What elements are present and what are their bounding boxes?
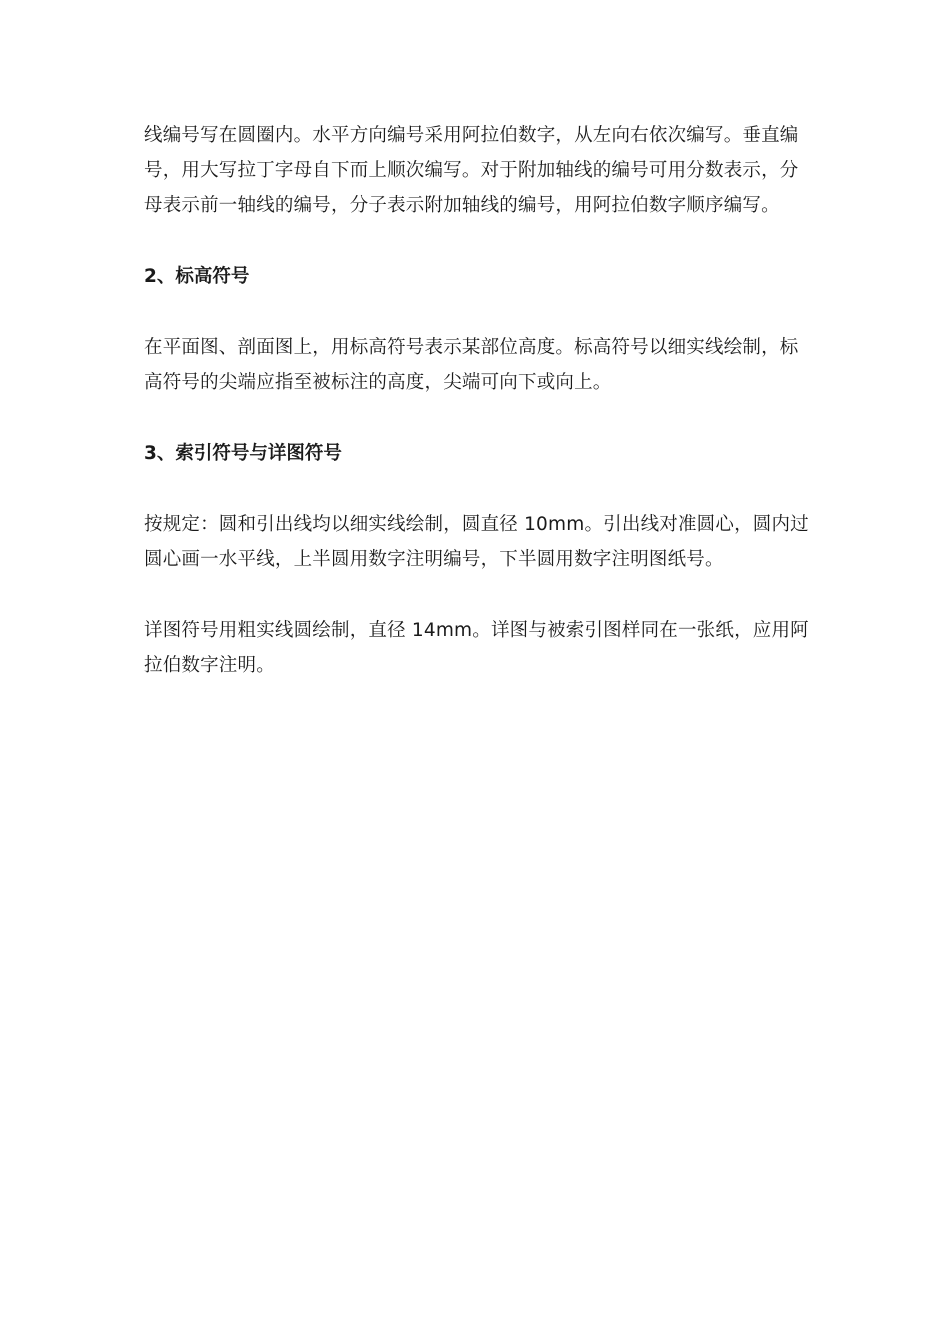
section-heading-elevation-symbol: 2、标高符号 xyxy=(144,266,250,287)
section-heading-index-detail-symbol: 3、索引符号与详图符号 xyxy=(144,443,342,464)
intro-paragraph: 线编号写在圆圈内。水平方向编号采用阿拉伯数字，从左向右依次编写。垂直编号，用大写拉丁字母自下而上顺次编写。对于附加轴线的编号可用分数表示，分母表示前一轴线的编号，分子表示附加轴线的编号，用阿拉伯数字顺序编写。 xyxy=(144,125,799,216)
index-symbol-paragraph: 按规定：圆和引出线均以细实线绘制，圆直径 10mm。引出线对准圆心，圆内过圆心画一水平线，上半圆用数字注明编号，下半圆用数字注明图纸号。 xyxy=(144,514,809,570)
document-body xyxy=(144,118,810,683)
detail-symbol-paragraph: 详图符号用粗实线圆绘制，直径 14mm。详图与被索引图样同在一张纸，应用阿拉伯数字注明。 xyxy=(144,620,809,676)
elevation-symbol-paragraph: 在平面图、剖面图上，用标高符号表示某部位高度。标高符号以细实线绘制，标高符号的尖端应指至被标注的高度，尖端可向下或向上。 xyxy=(144,337,799,393)
